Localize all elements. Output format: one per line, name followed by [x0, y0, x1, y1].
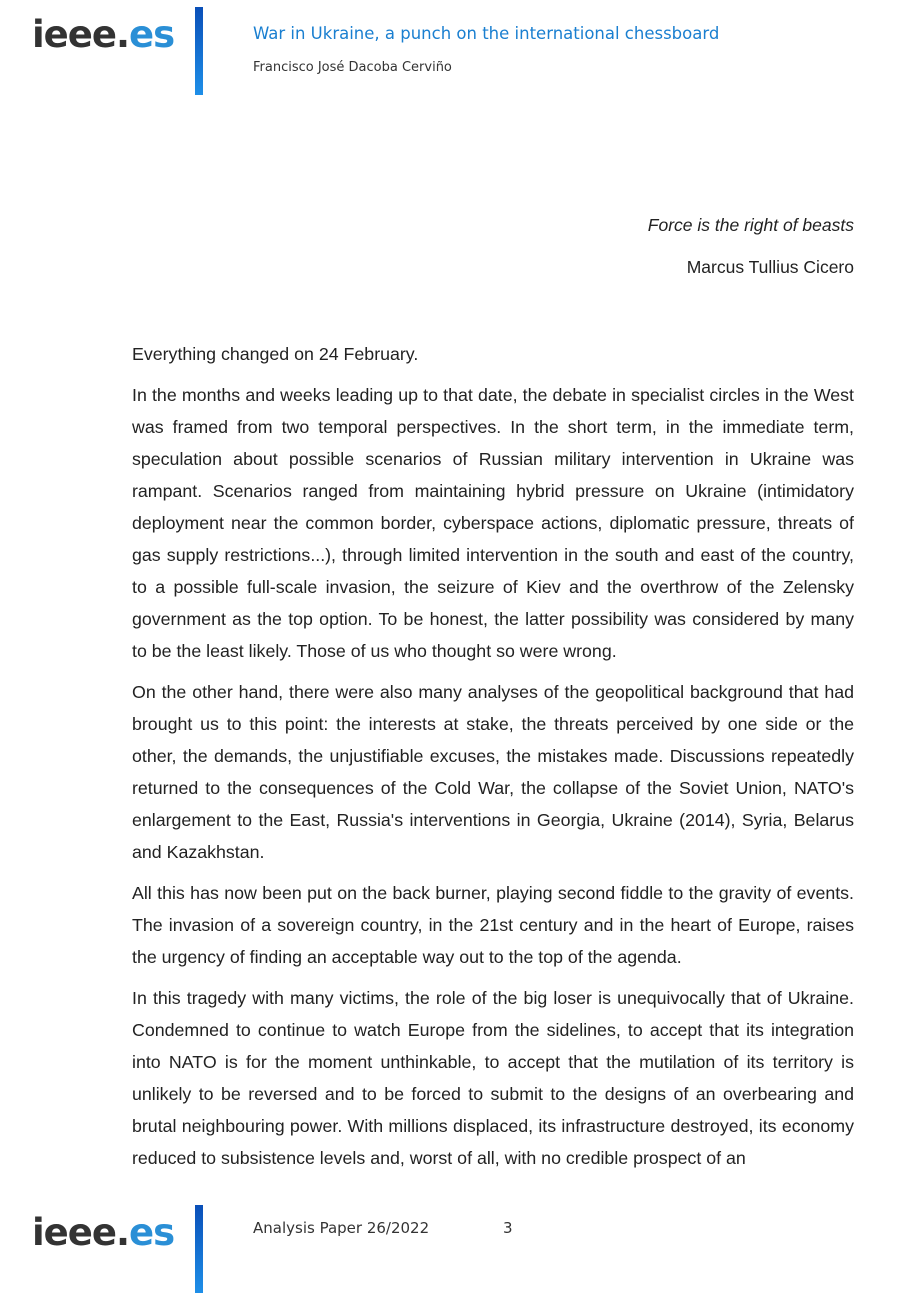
- paragraph: Everything changed on 24 February.: [132, 344, 419, 364]
- header-accent-bar: [195, 7, 203, 95]
- body-text: [132, 338, 854, 1183]
- paragraph: In the months and weeks leading up to that date, the debate in specialist circles in the West was framed from two temporal perspectives. In the short term, in the immediate term, speculation about possible scenarios of Russian military intervention in Ukraine was rampant. Scenarios ranged from maintaining hybrid pressure on Ukraine (intimidatory deployment near the common border, cyberspace actions, diplomatic pressure, threats of gas supply restrictions...), through limited intervention in the south and east of the country, to a possible full-scale invasion, the seizure of Kiev and the overthrow of the Zelensky government as the top option. To be honest, the latter possibility was considered by many to be the least likely. Those of us who thought so were wrong.: [132, 385, 854, 661]
- document-title: War in Ukraine, a punch on the international chessboard: [253, 24, 720, 43]
- epigraph-attribution: Marcus Tullius Cicero: [686, 257, 854, 277]
- page-number: 3: [503, 1219, 513, 1237]
- ieee-logo: ieee.es: [32, 13, 175, 56]
- paragraph: In this tragedy with many victims, the role of the big loser is unequivocally that of Ukraine. Condemned to continue to watch Europe from the sidelines, to accept that its integration into NATO is for the moment unthinkable, to accept that the mutilation of its territory is unlikely to be reversed and to be forced to submit to the designs of an overbearing and brutal neighbouring power. With millions displaced, its infrastructure destroyed, its economy reduced to subsistence levels and, worst of all, with no credible prospect of an: [132, 988, 854, 1168]
- footer-accent-bar: [195, 1205, 203, 1293]
- footer-ieee-logo: ieee.es: [32, 1211, 175, 1254]
- paragraph: On the other hand, there were also many analyses of the geopolitical background that had brought us to this point: the interests at stake, the threats perceived by one side or the other, the demands, the unjustifiable excuses, the mistakes made. Discussions repeatedly returned to the consequences of the Cold War, the collapse of the Soviet Union, NATO's enlargement to the East, Russia's interventions in Georgia, Ukraine (2014), Syria, Belarus and Kazakhstan.: [132, 682, 854, 862]
- epigraph-quote: Force is the right of beasts: [647, 215, 854, 235]
- document-author: Francisco José Dacoba Cerviño: [253, 60, 452, 75]
- paragraph: All this has now been put on the back burner, playing second fiddle to the gravity of events. The invasion of a sovereign country, in the 21st century and in the heart of Europe, raises the urgency of finding an acceptable way out to the top of the agenda.: [132, 883, 854, 967]
- footer-series-label: Analysis Paper 26/2022: [253, 1219, 430, 1237]
